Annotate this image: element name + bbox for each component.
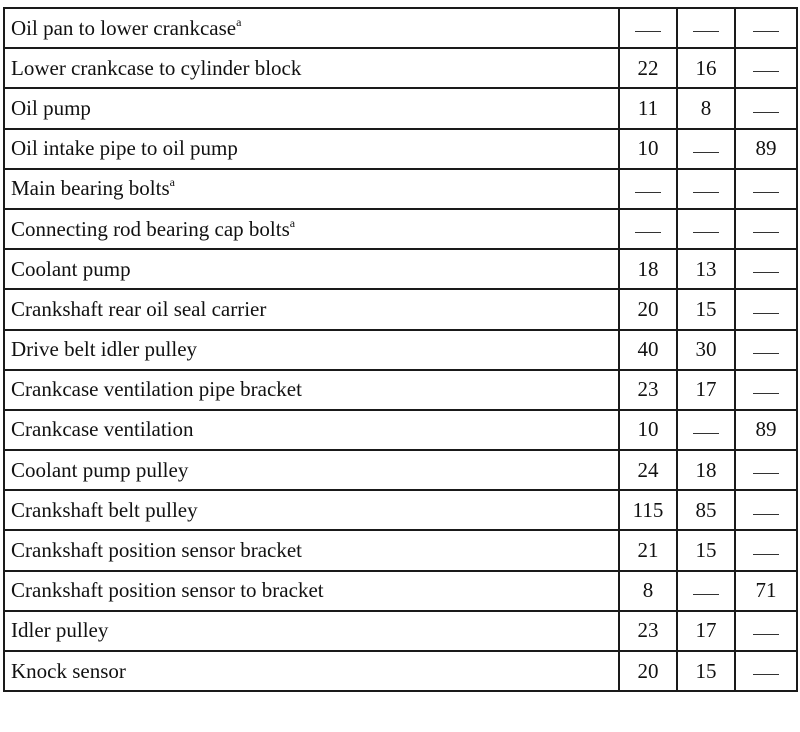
component-name: Idler pulley: [11, 618, 109, 643]
footnote-marker: a: [169, 175, 175, 190]
torque-value: 15: [695, 538, 717, 563]
component-name: Coolant pump pulley: [11, 457, 189, 482]
torque-value: 15: [695, 658, 717, 683]
torque-value: 85: [695, 497, 717, 522]
component-cell: [4, 611, 619, 651]
value-cell-lbin: [735, 330, 797, 370]
value-cell-lbft: [677, 289, 735, 329]
table-row: [4, 370, 797, 410]
value-cell-lbin: [735, 169, 797, 209]
value-cell-lbin: [735, 249, 797, 289]
value-cell-nm: [619, 169, 677, 209]
table-row: [4, 450, 797, 490]
component-cell: [4, 289, 619, 329]
value-cell-lbin: [735, 209, 797, 249]
table-row: [4, 129, 797, 169]
component-name: Crankshaft rear oil seal carrier: [11, 296, 267, 321]
not-applicable-dash: [753, 514, 779, 515]
table-row: [4, 571, 797, 611]
value-cell-nm: [619, 530, 677, 570]
torque-value: 11: [637, 95, 659, 120]
not-applicable-dash: [635, 192, 661, 193]
value-cell-lbin: [735, 48, 797, 88]
value-cell-lbft: [677, 129, 735, 169]
component-name: Main bearing bolts: [11, 176, 170, 201]
value-cell-lbin: [735, 8, 797, 48]
not-applicable-dash: [753, 112, 779, 113]
not-applicable-dash: [693, 594, 719, 595]
table-row: [4, 330, 797, 370]
not-applicable-dash: [635, 232, 661, 233]
component-name: Connecting rod bearing cap bolts: [11, 216, 290, 241]
torque-value: 30: [695, 337, 717, 362]
value-cell-lbft: [677, 651, 735, 691]
not-applicable-dash: [753, 272, 779, 273]
not-applicable-dash: [753, 71, 779, 72]
value-cell-nm: [619, 209, 677, 249]
component-name: Oil pan to lower crankcase: [11, 15, 237, 40]
value-cell-lbin: [735, 611, 797, 651]
torque-value: 8: [700, 95, 712, 120]
value-cell-nm: [619, 289, 677, 329]
value-cell-nm: [619, 330, 677, 370]
value-cell-nm: [619, 571, 677, 611]
component-name: Crankshaft position sensor to bracket: [11, 578, 324, 603]
not-applicable-dash: [753, 674, 779, 675]
torque-value: 18: [637, 256, 659, 281]
torque-value: 24: [637, 457, 659, 482]
torque-value: 40: [637, 337, 659, 362]
value-cell-lbft: [677, 209, 735, 249]
value-cell-nm: [619, 48, 677, 88]
value-cell-nm: [619, 8, 677, 48]
component-cell: [4, 370, 619, 410]
value-cell-nm: [619, 88, 677, 128]
component-cell: [4, 8, 619, 48]
not-applicable-dash: [635, 31, 661, 32]
value-cell-nm: [619, 370, 677, 410]
value-cell-nm: [619, 249, 677, 289]
torque-value: 20: [637, 658, 659, 683]
value-cell-lbft: [677, 530, 735, 570]
value-cell-lbin: [735, 571, 797, 611]
value-cell-nm: [619, 410, 677, 450]
torque-value: 23: [637, 377, 659, 402]
not-applicable-dash: [753, 313, 779, 314]
not-applicable-dash: [753, 192, 779, 193]
table-row: [4, 249, 797, 289]
torque-value: 13: [695, 256, 717, 281]
torque-value: 18: [695, 457, 717, 482]
value-cell-lbin: [735, 88, 797, 128]
component-name: Coolant pump: [11, 256, 131, 281]
not-applicable-dash: [693, 192, 719, 193]
value-cell-lbin: [735, 651, 797, 691]
value-cell-lbft: [677, 410, 735, 450]
value-cell-lbin: [735, 289, 797, 329]
not-applicable-dash: [693, 433, 719, 434]
table-body: [4, 8, 797, 691]
not-applicable-dash: [753, 473, 779, 474]
torque-value: 89: [755, 417, 777, 442]
not-applicable-dash: [753, 554, 779, 555]
torque-value: 21: [637, 538, 659, 563]
table-row: [4, 209, 797, 249]
component-cell: [4, 571, 619, 611]
torque-value: 115: [632, 497, 664, 522]
component-name: Oil intake pipe to oil pump: [11, 136, 238, 161]
not-applicable-dash: [753, 353, 779, 354]
footnote-marker: a: [236, 14, 242, 29]
value-cell-lbft: [677, 88, 735, 128]
value-cell-nm: [619, 490, 677, 530]
value-cell-lbft: [677, 249, 735, 289]
value-cell-lbft: [677, 48, 735, 88]
value-cell-lbin: [735, 370, 797, 410]
torque-value: 23: [637, 618, 659, 643]
torque-value: 10: [637, 417, 659, 442]
value-cell-lbft: [677, 450, 735, 490]
component-cell: [4, 88, 619, 128]
torque-value: 16: [695, 55, 717, 80]
value-cell-lbin: [735, 490, 797, 530]
component-name: Oil pump: [11, 95, 91, 120]
component-name: Crankcase ventilation: [11, 417, 194, 442]
component-cell: [4, 48, 619, 88]
table-row: [4, 530, 797, 570]
component-cell: [4, 651, 619, 691]
component-name: Drive belt idler pulley: [11, 337, 198, 362]
torque-value: 8: [642, 578, 654, 603]
component-cell: [4, 209, 619, 249]
component-cell: [4, 129, 619, 169]
value-cell-lbft: [677, 169, 735, 209]
not-applicable-dash: [753, 31, 779, 32]
not-applicable-dash: [753, 393, 779, 394]
table-row: [4, 651, 797, 691]
component-cell: [4, 249, 619, 289]
value-cell-nm: [619, 651, 677, 691]
table-row: [4, 490, 797, 530]
value-cell-lbft: [677, 571, 735, 611]
torque-value: 17: [695, 377, 717, 402]
table-row: [4, 8, 797, 48]
value-cell-lbin: [735, 410, 797, 450]
torque-value: 89: [755, 136, 777, 161]
value-cell-nm: [619, 129, 677, 169]
torque-value: 20: [637, 296, 659, 321]
not-applicable-dash: [693, 31, 719, 32]
not-applicable-dash: [693, 232, 719, 233]
torque-value: 71: [755, 578, 777, 603]
table-row: [4, 611, 797, 651]
value-cell-lbin: [735, 530, 797, 570]
component-cell: [4, 410, 619, 450]
component-name: Knock sensor: [11, 658, 126, 683]
value-cell-lbin: [735, 129, 797, 169]
footnote-marker: a: [289, 215, 296, 230]
table-row: [4, 169, 797, 209]
not-applicable-dash: [693, 152, 719, 153]
torque-specifications-table: [3, 7, 798, 692]
table-row: [4, 289, 797, 329]
table-row: [4, 48, 797, 88]
not-applicable-dash: [753, 232, 779, 233]
component-name: Lower crankcase to cylinder block: [11, 55, 302, 80]
torque-value: 22: [637, 55, 659, 80]
component-cell: [4, 330, 619, 370]
value-cell-lbin: [735, 450, 797, 490]
torque-value: 17: [695, 618, 717, 643]
component-name: Crankshaft position sensor bracket: [11, 538, 303, 563]
component-cell: [4, 530, 619, 570]
value-cell-lbft: [677, 370, 735, 410]
table-row: [4, 88, 797, 128]
component-name: Crankcase ventilation pipe bracket: [11, 377, 302, 402]
value-cell-lbft: [677, 490, 735, 530]
component-cell: [4, 169, 619, 209]
value-cell-lbft: [677, 8, 735, 48]
value-cell-lbft: [677, 611, 735, 651]
component-cell: [4, 490, 619, 530]
torque-value: 10: [637, 136, 659, 161]
value-cell-nm: [619, 611, 677, 651]
component-name: Crankshaft belt pulley: [11, 497, 198, 522]
component-cell: [4, 450, 619, 490]
value-cell-nm: [619, 450, 677, 490]
value-cell-lbft: [677, 330, 735, 370]
torque-value: 15: [695, 296, 717, 321]
not-applicable-dash: [753, 634, 779, 635]
table-row: [4, 410, 797, 450]
